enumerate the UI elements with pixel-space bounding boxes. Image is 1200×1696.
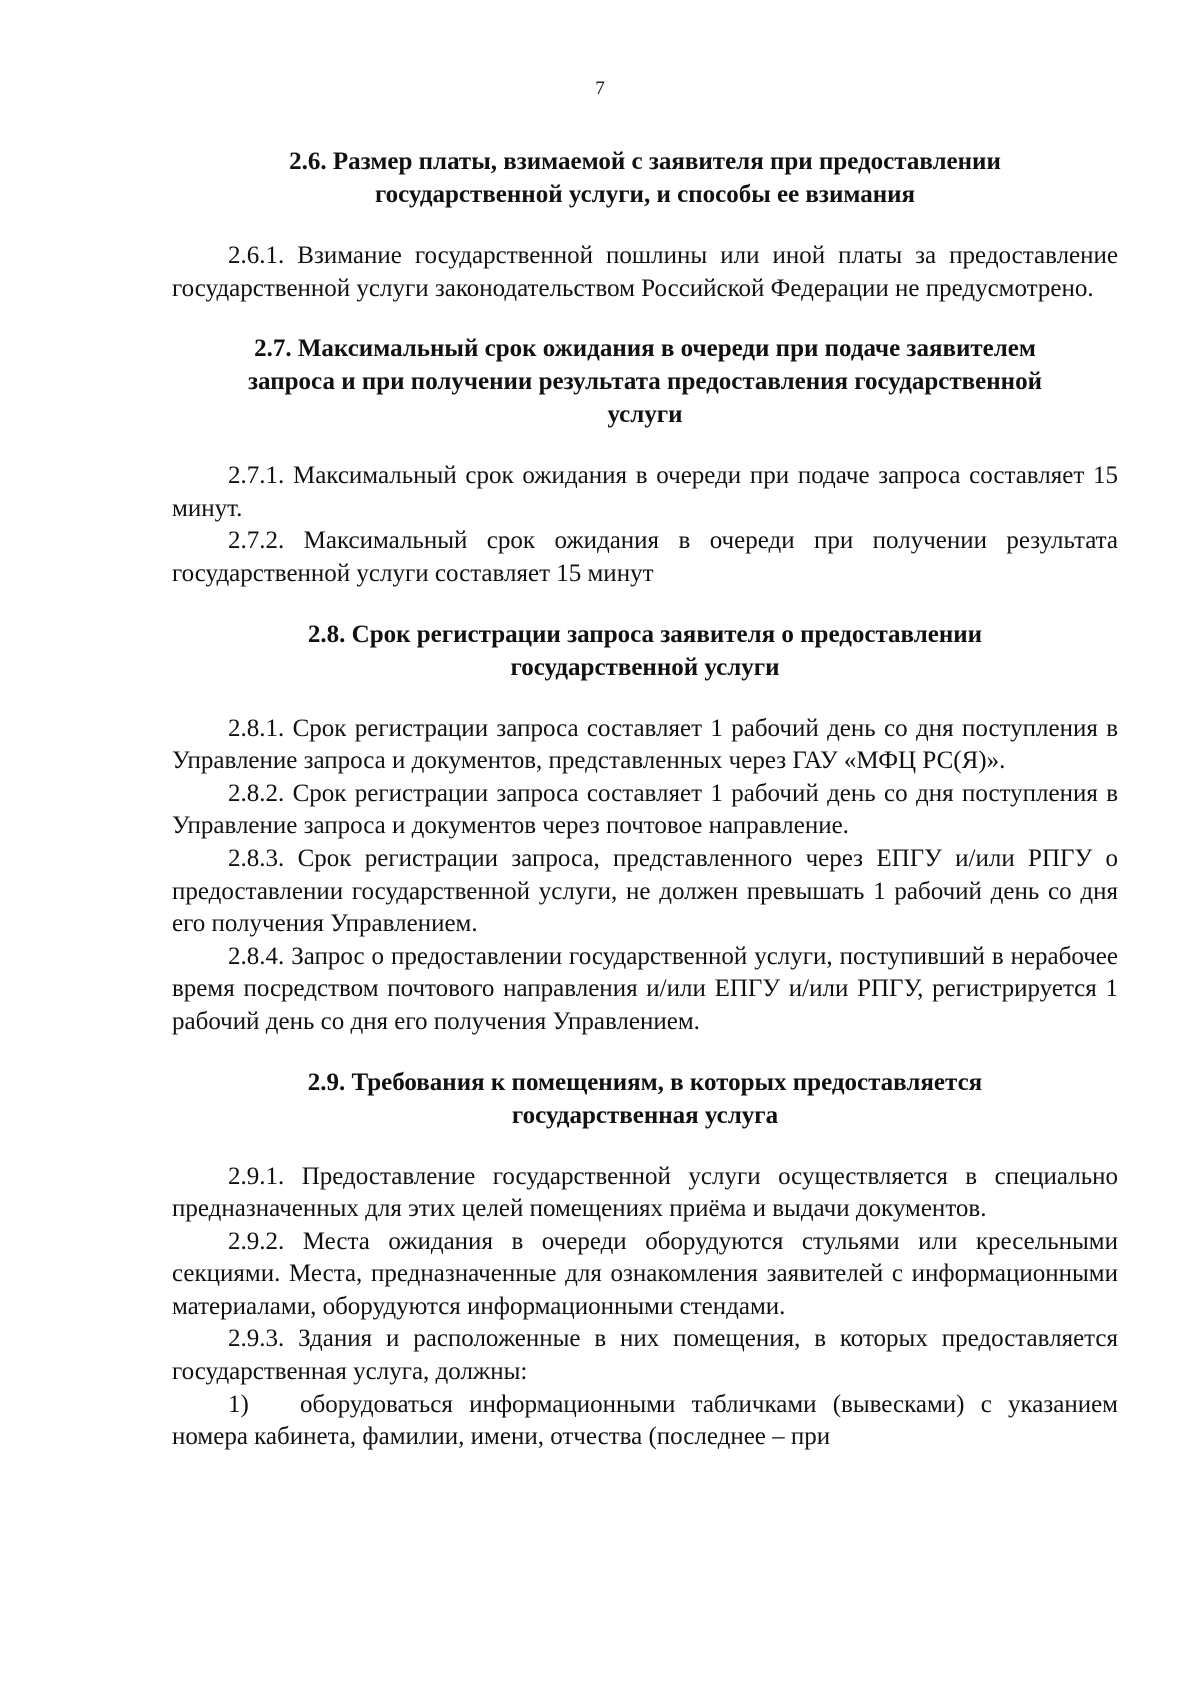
paragraph-2-8-4: 2.8.4. Запрос о предоставлении государственной услуги, поступивший в нерабочее время посредством почтового направления и/или ЕПГУ и/или РПГУ, регистрируется 1 рабочий день со дня его получения Управлением. — [172, 942, 1118, 1035]
list-item-text: оборудоваться информационными табличками (вывесками) с указанием номера кабинета, фамилии, имени, отчества (последнее – при — [172, 1390, 1118, 1451]
heading-line: государственная услуга — [511, 1101, 779, 1129]
paragraph-2-8-3: 2.8.3. Срок регистрации запроса, представленного через ЕПГУ и/или РПГУ о предоставлении государственной услуги, не должен превышать 1 рабочий день со дня его получения Управлением. — [172, 844, 1118, 938]
section-heading-2-9 — [196, 1066, 1094, 1132]
paragraph-2-7-2: 2.7.2. Максимальный срок ожидания в очереди при получении результата государственной услуги составляет 15 минут — [172, 527, 1118, 587]
heading-line: 2.7. Максимальный срок ожидания в очереди при подаче заявителем — [254, 335, 1036, 363]
paragraph-2-7-1: 2.7.1. Максимальный срок ожидания в очереди при подаче запроса составляет 15 минут. — [172, 462, 1118, 522]
paragraph-2-9-1: 2.9.1. Предоставление государственной услуги осуществляется в специально предназначенных для этих целей помещениях приёма и выдачи документов. — [172, 1162, 1118, 1223]
heading-line: государственной услуги, и способы ее взимания — [374, 181, 916, 208]
section-heading-2-6 — [196, 145, 1094, 211]
list-item — [172, 1389, 1118, 1454]
heading-line: услуги — [607, 401, 683, 429]
heading-line: 2.9. Требования к помещениям, в которых предоставляется — [307, 1068, 983, 1096]
heading-line: государственной услуги — [510, 653, 780, 681]
heading-line: 2.8. Срок регистрации запроса заявителя о предоставлении — [307, 620, 983, 648]
paragraph-2-9-3: 2.9.3. Здания и расположенные в них помещения, в которых предоставляется государственная услуга, должны: — [172, 1325, 1118, 1386]
list-item-number: 1) — [228, 1390, 249, 1418]
paragraph-2-9-2: 2.9.2. Места ожидания в очереди оборудуются стульями или кресельными секциями. Места, предназначенные для ознакомления заявителей с информационными материалами, оборудуются информационными стендами. — [172, 1227, 1118, 1320]
section-heading-2-8 — [196, 618, 1094, 684]
paragraph-2-8-1: 2.8.1. Срок регистрации запроса составляет 1 рабочий день со дня поступления в Управление запроса и документов, представленных через ГАУ «МФЦ РС(Я)». — [172, 714, 1118, 775]
section-heading-2-7 — [196, 332, 1094, 431]
paragraph-2-8-2: 2.8.2. Срок регистрации запроса составляет 1 рабочий день со дня поступления в Управление запроса и документов через почтовое направление. — [172, 779, 1118, 840]
document-body — [172, 145, 1118, 1454]
paragraph-2-6-1: 2.6.1. Взимание государственной пошлины или иной платы за предоставление государственной услуги законодательством Российской Федерации не предусмотрено. — [172, 242, 1118, 302]
heading-line: 2.6. Размер платы, взимаемой с заявителя при предоставлении — [289, 148, 1001, 175]
page-number: 7 — [595, 78, 605, 99]
heading-line: запроса и при получении результата предоставления государственной — [248, 368, 1042, 396]
